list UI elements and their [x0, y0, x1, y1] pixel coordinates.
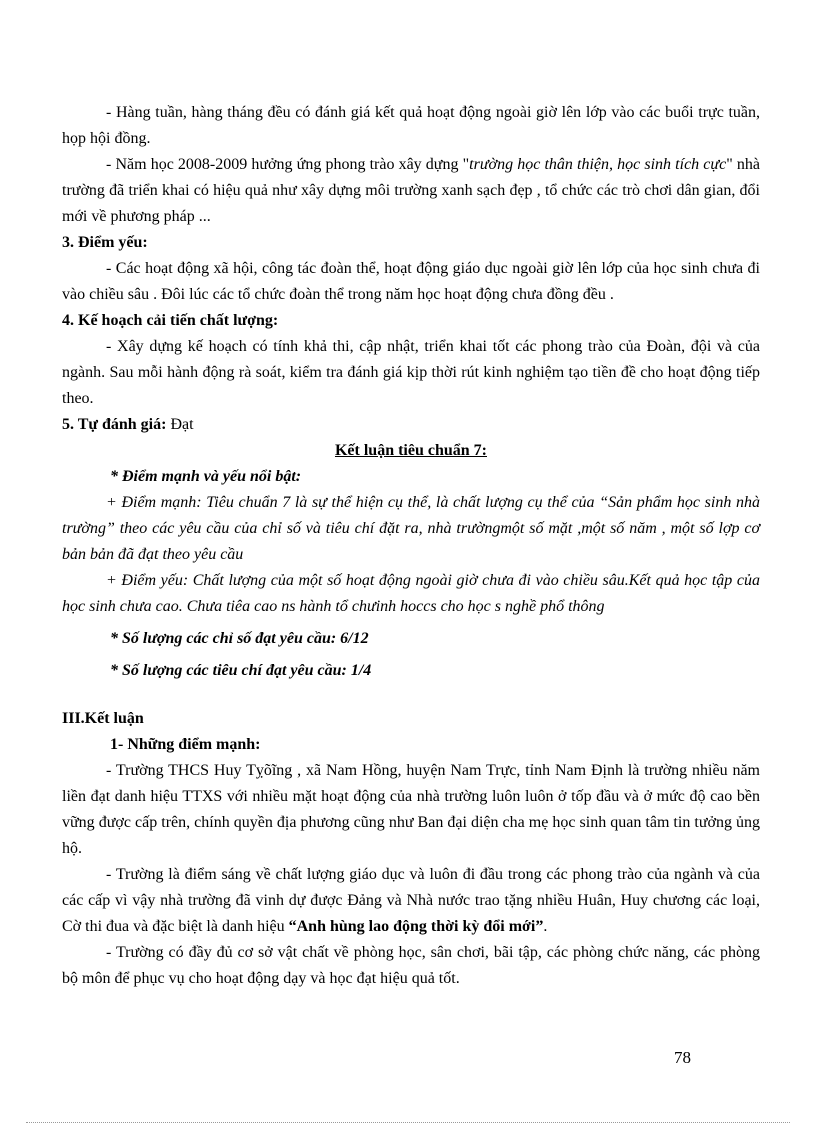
heading-improvement-plan: 4. Kế hoạch cải tiến chất lượng:	[62, 312, 279, 329]
heading-strengths: 1- Những điểm mạnh:	[110, 736, 261, 753]
document-body	[62, 100, 760, 992]
spacer	[62, 684, 760, 706]
heading-strengths-weaknesses: * Điểm mạnh và yếu nổi bật:	[110, 468, 302, 485]
heading-conclusion: III.Kết luận	[62, 710, 144, 727]
friendly-school-slogan: trường học thân thiện, học sinh tích cực	[469, 156, 727, 173]
paragraph-school-awards: - Trường là điểm sáng về chất lượng giáo dục và luôn đi đầu trong các phong trào của ngành và của các cấp vì vậy nhà trường đã vinh dự được Đảng và Nhà nước trao tặng nhiều Huân, Huy chương các loại, Cờ thi đua và đặc biệt là danh hiệu “Anh hùng lao động thời kỳ đổi mới”.	[62, 866, 760, 935]
conclusion-title: Kết luận tiêu chuẩn 7:	[334, 442, 487, 459]
paragraph-facilities: - Trường có đầy đủ cơ sở vật chất về phòng học, sân chơi, bãi tập, các phòng chức năng, các phòng bộ môn để phục vụ cho hoạt động dạy và học đạt hiệu quả tốt.	[62, 944, 760, 987]
paragraph-strengths: + Điểm mạnh: Tiêu chuẩn 7 là sự thể hiện cụ thể, là chất lượng cụ thể của “Sản phẩm học sinh nhà trường” theo các yêu cầu của chỉ số và tiêu chí đặt ra, nhà trườngmột số mặt ,một số năm , một số lợp cơ bản bản đã đạt theo yêu cầu	[62, 494, 760, 563]
self-assessment-value: Đạt	[166, 416, 194, 433]
criteria-count: * Số lượng các tiêu chí đạt yêu cầu: 1/4	[110, 662, 372, 679]
self-assessment	[62, 412, 760, 438]
award-title: “Anh hùng lao động thời kỳ đổi mới”	[288, 918, 544, 935]
paragraph-school-overview: - Trường THCS Huy Tỵõĩng , xã Nam Hồng, huyện Nam Trực, tỉnh Nam Định là trường nhiều năm liền đạt danh hiệu TTXS với nhiều mặt hoạt động của nhà trường luôn luôn ở tốp đầu và ở mức độ cao bền vững được cấp trên, chính quyền địa phương cũng như Ban đại diện cha mẹ học sinh quan tâm tin tưởng ủng hộ.	[62, 762, 760, 857]
paragraph-improvement-plan: - Xây dựng kế hoạch có tính khả thi, cập nhật, triển khai tốt các phong trào của Đoàn, đội và của ngành. Sau mỗi hành động rà soát, kiểm tra đánh giá kịp thời rút kinh nghiệm tạo tiền đề cho hoạt động tiếp theo.	[62, 338, 760, 407]
self-assessment-label: 5. Tự đánh giá:	[62, 416, 167, 433]
paragraph-friendly-school: - Năm học 2008-2009 hưởng ứng phong trào xây dựng "trường học thân thiện, học sinh tích cực" nhà trường đã triển khai có hiệu quả như xây dựng môi trường xanh sạch đẹp , tổ chức các trò chơi dân gian, đổi mới về phương pháp ...	[62, 156, 761, 225]
paragraph-weak-points: + Điểm yếu: Chất lượng của một số hoạt động ngoài giờ chưa đi vào chiều sâu.Kết quả học tập của học sinh chưa cao. Chưa tiêa cao ns hành tổ chưinh hoccs cho học s nghề phổ thông	[62, 572, 760, 615]
heading-weaknesses: 3. Điểm yếu:	[62, 234, 148, 251]
index-count: * Số lượng các chỉ số đạt yêu cầu: 6/12	[110, 630, 369, 647]
paragraph-weekly-evaluation: - Hàng tuần, hàng tháng đều có đánh giá kết quả hoạt động ngoài giờ lên lớp vào các buổi trực tuần, họp hội đồng.	[62, 104, 760, 147]
page-number: 78	[674, 1048, 691, 1067]
paragraph-weaknesses: - Các hoạt động xã hội, công tác đoàn thể, hoạt động giáo dục ngoài giờ lên lớp của học sinh chưa đi vào chiều sâu . Đôi lúc các tổ chức đoàn thể trong năm học hoạt động chưa đồng đều .	[62, 260, 760, 303]
